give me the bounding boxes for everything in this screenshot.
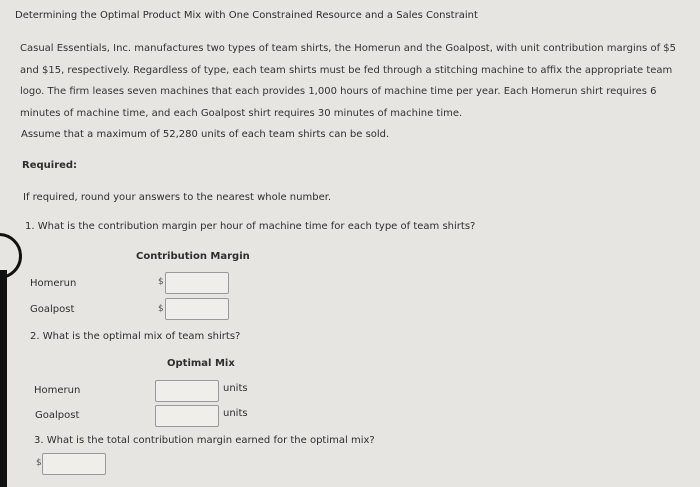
required-heading: Required:: [22, 160, 78, 171]
homerun-label: Homerun: [30, 278, 77, 289]
sales-constraint-text: Assume that a maximum of 52,280 units of each team shirts can be sold.: [21, 129, 390, 140]
total-cm-input[interactable]: [42, 453, 106, 475]
page-title: Determining the Optimal Product Mix with One Constrained Resource and a Sales Constraint: [15, 10, 478, 21]
optimal-mix-header: Optimal Mix: [167, 358, 235, 369]
dollar-sign: $: [158, 304, 164, 314]
problem-description: Casual Essentials, Inc. manufactures two types of team shirts, the Homerun and the Goalpost, with unit contribution margins of $5 and $15, respectively. Regardless of type, each team shirts must be fed through a stitching machine to affix the appropriate team logo. The firm leases seven machines that each provides 1,000 hours of machine time per year. Each Homerun shirt requires 6 minutes of machine time, and each Goalpost shirt requires 30 minutes of machine time.: [20, 43, 676, 119]
left-edge-bar: [0, 270, 7, 487]
goalpost-label: Goalpost: [35, 410, 80, 421]
question-3: 3. What is the total contribution margin earned for the optimal mix?: [34, 435, 375, 446]
goalpost-units-input[interactable]: [155, 405, 219, 427]
goalpost-cm-input[interactable]: [165, 298, 229, 320]
question-1: 1. What is the contribution margin per hour of machine time for each type of team shirts?: [25, 221, 476, 232]
goalpost-label: Goalpost: [30, 304, 75, 315]
contribution-margin-header: Contribution Margin: [136, 251, 250, 262]
units-label: units: [223, 383, 248, 394]
dollar-sign: $: [36, 458, 42, 468]
dollar-sign: $: [158, 277, 164, 287]
homerun-units-input[interactable]: [155, 380, 219, 402]
units-label: units: [223, 408, 248, 419]
rounding-note: If required, round your answers to the nearest whole number.: [23, 192, 332, 203]
homerun-label: Homerun: [34, 385, 81, 396]
homerun-cm-input[interactable]: [165, 272, 229, 294]
question-2: 2. What is the optimal mix of team shirts?: [30, 331, 241, 342]
